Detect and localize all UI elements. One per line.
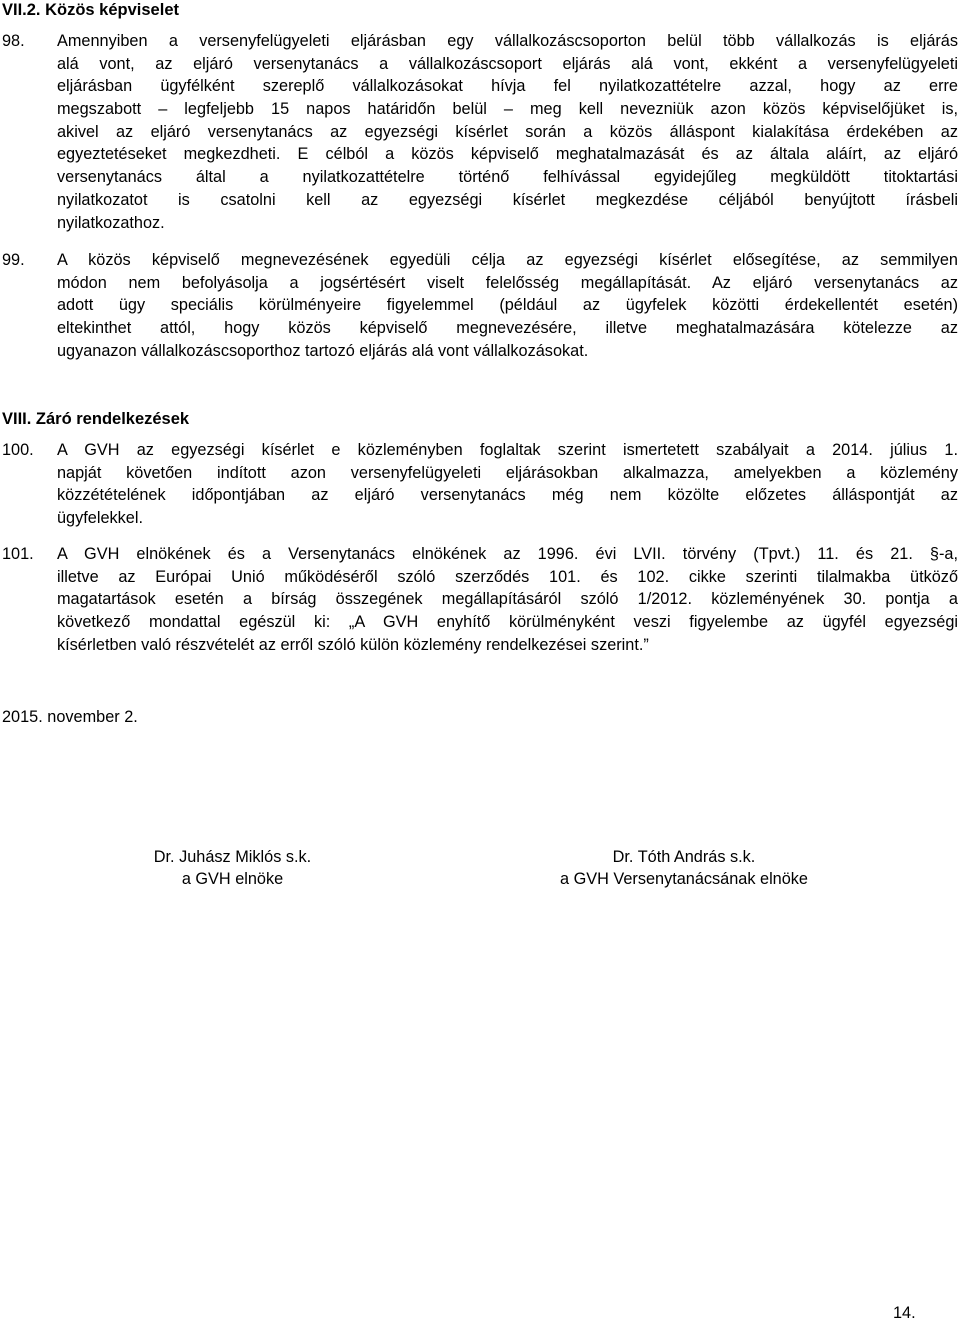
document-date: 2015. november 2. [2, 708, 138, 726]
text-line: következő mondattal egészül ki: „A GVH enyhítő körülményként veszi figyelembe az ügyfél egyezségi [57, 613, 958, 632]
text-line: ugyanazon vállalkozáscsoporthoz tartozó eljárás alá vont vállalkozásokat. [57, 341, 589, 360]
text-line: versenytanács által a nyilatkozattételre történő felhívással egyidejűleg megküldött titoktartási [57, 168, 958, 187]
text-line: napját követően indított azon versenyfelügyeleti eljárásokban alkalmazza, amelyekben a közlemény [57, 463, 958, 482]
text-line: A GVH az egyezségi kísérlet e közleményben foglaltak szerint ismertetett szabályait a 2014. július 1. [57, 441, 958, 459]
text-line: megszabott – legfeljebb 15 napos határidőn belül – meg kell nevezniük azon közös képviselőjüket is, [57, 100, 958, 119]
text-line: alá vont, az eljáró versenytanács a vállalkozáscsoport eljárás alá vont, ekként a versenyfelügyeleti [57, 54, 958, 73]
text-line: Amennyiben a versenyfelügyeleti eljárásban egy vállalkozáscsoporton belül több vállalkozás is eljárás [57, 32, 958, 50]
text-line: illetve az Európai Unió működéséről szóló szerződés 101. és 102. cikke szerinti tilalmakba ütköző [57, 567, 958, 586]
signature-block-2 [521, 846, 847, 890]
paragraph-number: 98. [2, 32, 25, 50]
paragraph-text [57, 30, 958, 234]
signatory-name: Dr. Juhász Miklós s.k. [153, 848, 312, 866]
paragraph-text [57, 439, 958, 530]
text-line: ügyfelekkel. [57, 509, 143, 528]
section-heading-viii: VIII. Záró rendelkezések [2, 410, 190, 428]
text-line: nyilatkozatot is csatolni kell az egyezségi kísérlet megkezdése céljából benyújtott írásbeli [57, 190, 958, 209]
text-line: akivel az eljáró versenytanács az egyezségi kísérlet során a közös álláspont kialakítása érdekében az [57, 122, 958, 141]
text-line: nyilatkozathoz. [57, 213, 165, 232]
text-line: magatartások esetén a bírság összegének megállapításáról szóló 1/2012. közleményének 30. pontja a [57, 590, 958, 609]
signatory-title: a GVH Versenytanácsának elnöke [560, 870, 808, 888]
signatory-title: a GVH elnöke [181, 870, 284, 888]
section-heading-vii-2: VII.2. Közös képviselet [2, 1, 179, 19]
text-line: eltekinthet attól, hogy közös képviselő megnevezésére, illetve meghatalmazására kötelezze az [57, 319, 958, 338]
paragraph-number: 100. [2, 441, 34, 459]
text-line: közzétételének időpontjában az eljáró versenytanács még nem közölte előzetes álláspontját az [57, 486, 958, 505]
text-line: eljárásban ügyfélként szereplő vállalkozásokat hívja fel nyilatkozattételre azzal, hogy az erre [57, 77, 958, 96]
text-line: A GVH elnökének és a Versenytanács elnökének az 1996. évi LVII. törvény (Tpvt.) 11. és 21. §-a, [57, 545, 958, 563]
signature-block-1 [120, 846, 345, 890]
text-line: A közös képviselő megnevezésének egyedüli célja az egyezségi kísérlet elősegítése, az semmilyen [57, 251, 958, 269]
paragraph-number: 101. [2, 545, 34, 563]
page-number: 14. [893, 1304, 916, 1322]
text-line: egyeztetéseket megkezdheti. E célból a közös képviselő meghatalmazását és az általa aláírt, az eljáró [57, 145, 958, 164]
signatory-name: Dr. Tóth András s.k. [612, 848, 756, 866]
paragraph-number: 99. [2, 251, 25, 269]
text-line: kísérletben való részvételét az erről szóló külön közlemény rendelkezései szerint.” [57, 635, 649, 654]
paragraph-text [57, 543, 958, 656]
paragraph-text [57, 249, 958, 362]
text-line: adott ügy speciális körülményeire figyelemmel (például az ügyfelek közötti érdekellentét esetén) [57, 296, 958, 315]
text-line: módon nem befolyásolja a jogsértésért viselt felelősség megállapítását. Az eljáró versenytanács az [57, 273, 958, 292]
